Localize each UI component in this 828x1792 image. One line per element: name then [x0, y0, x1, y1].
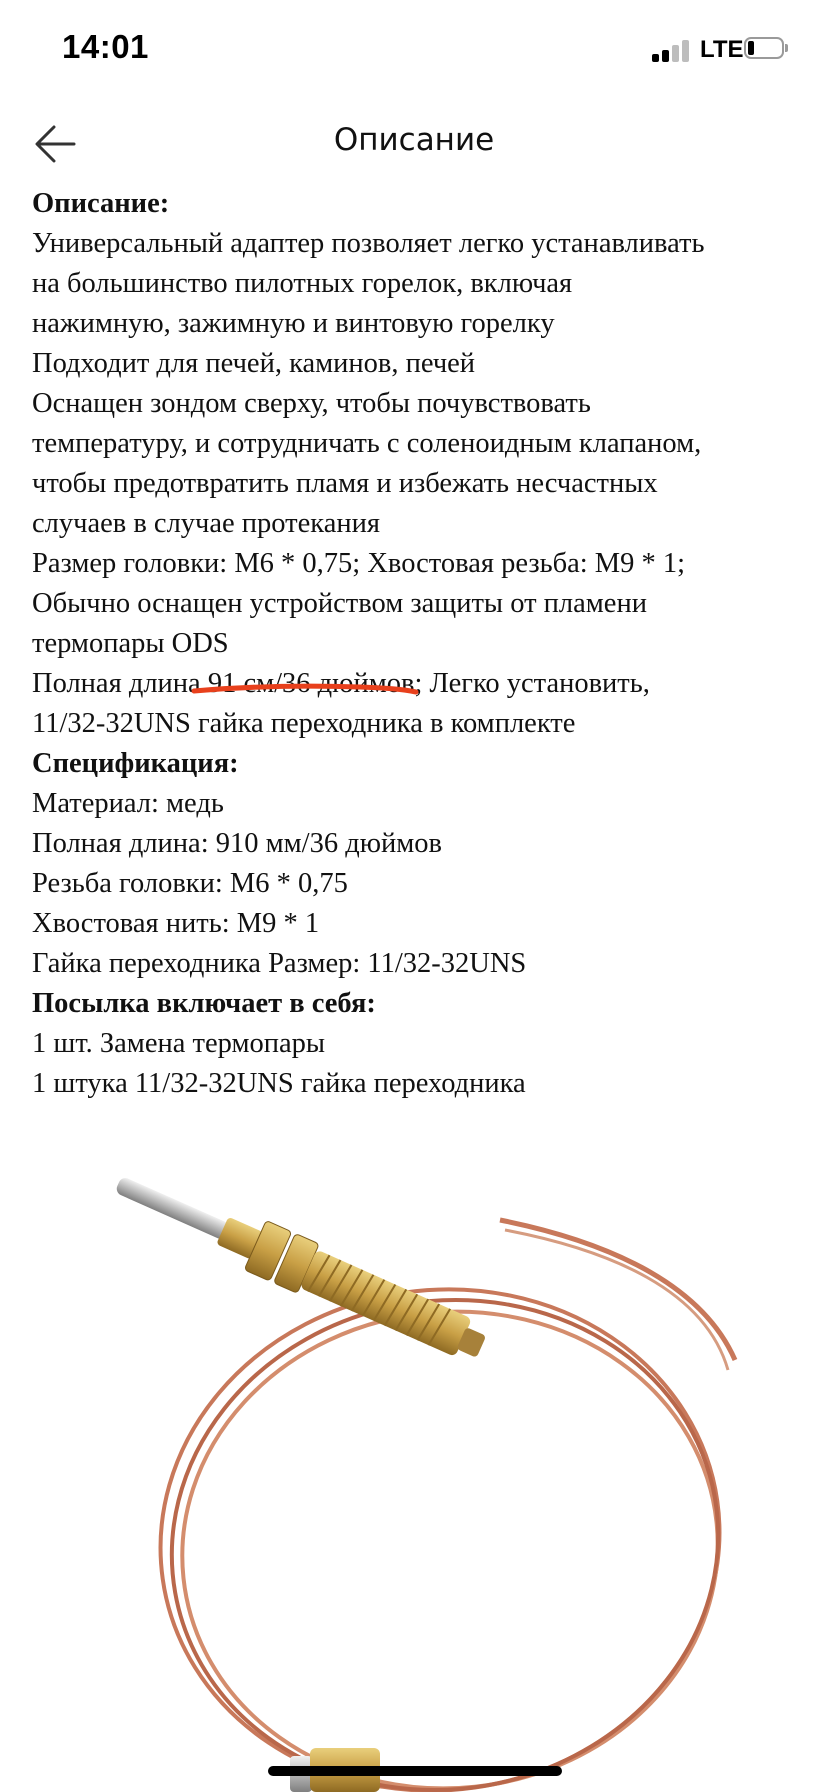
- description-line: Материал: медь: [32, 788, 224, 819]
- description-line: чтобы предотвратить пламя и избежать несчастных: [32, 468, 658, 499]
- description-line: Хвостовая нить: M9 * 1: [32, 908, 320, 939]
- description-line: на большинство пилотных горелок, включая: [32, 268, 573, 299]
- description-line: 1 штука 11/32-32UNS гайка переходника: [32, 1068, 526, 1099]
- description-text: [32, 184, 802, 1104]
- description-line: Полная длина 91 см/36 дюймов; Легко установить,: [32, 668, 650, 699]
- description-line: Размер головки: M6 * 0,75; Хвостовая резьба: M9 * 1;: [32, 548, 686, 579]
- description-line: температуру, и сотрудничать с соленоидным клапаном,: [32, 428, 702, 459]
- status-time: 14:01: [62, 28, 149, 65]
- thermocouple-product-image: [0, 1120, 828, 1792]
- status-bar: [0, 0, 828, 100]
- battery-icon: [744, 37, 788, 61]
- description-line: термопары ODS: [32, 628, 229, 659]
- description-line: Полная длина: 910 мм/36 дюймов: [32, 828, 443, 859]
- network-type: LTE: [700, 36, 744, 63]
- page-title: Описание: [333, 122, 495, 158]
- section-heading: Описание:: [32, 188, 170, 219]
- section-heading: Спецификация:: [32, 748, 239, 779]
- description-line: Оснащен зондом сверху, чтобы почувствовать: [32, 388, 591, 419]
- description-line: Обычно оснащен устройством защиты от пламени: [32, 588, 647, 619]
- description-line: 11/32-32UNS гайка переходника в комплекте: [32, 708, 576, 739]
- description-line: Гайка переходника Размер: 11/32-32UNS: [32, 948, 527, 979]
- description-line: нажимную, зажимную и винтовую горелку: [32, 308, 555, 339]
- description-line: Резьба головки: M6 * 0,75: [32, 868, 348, 899]
- red-underline-annotation: [190, 680, 420, 700]
- nav-bar: [0, 100, 828, 184]
- description-line: Универсальный адаптер позволяет легко устанавливать: [32, 228, 705, 259]
- cellular-signal-icon: [652, 38, 694, 62]
- description-line: Подходит для печей, каминов, печей: [32, 348, 476, 379]
- home-indicator[interactable]: [268, 1766, 562, 1776]
- description-line: 1 шт. Замена термопары: [32, 1028, 326, 1059]
- section-heading: Посылка включает в себя:: [32, 988, 376, 1019]
- description-line: случаев в случае протекания: [32, 508, 380, 539]
